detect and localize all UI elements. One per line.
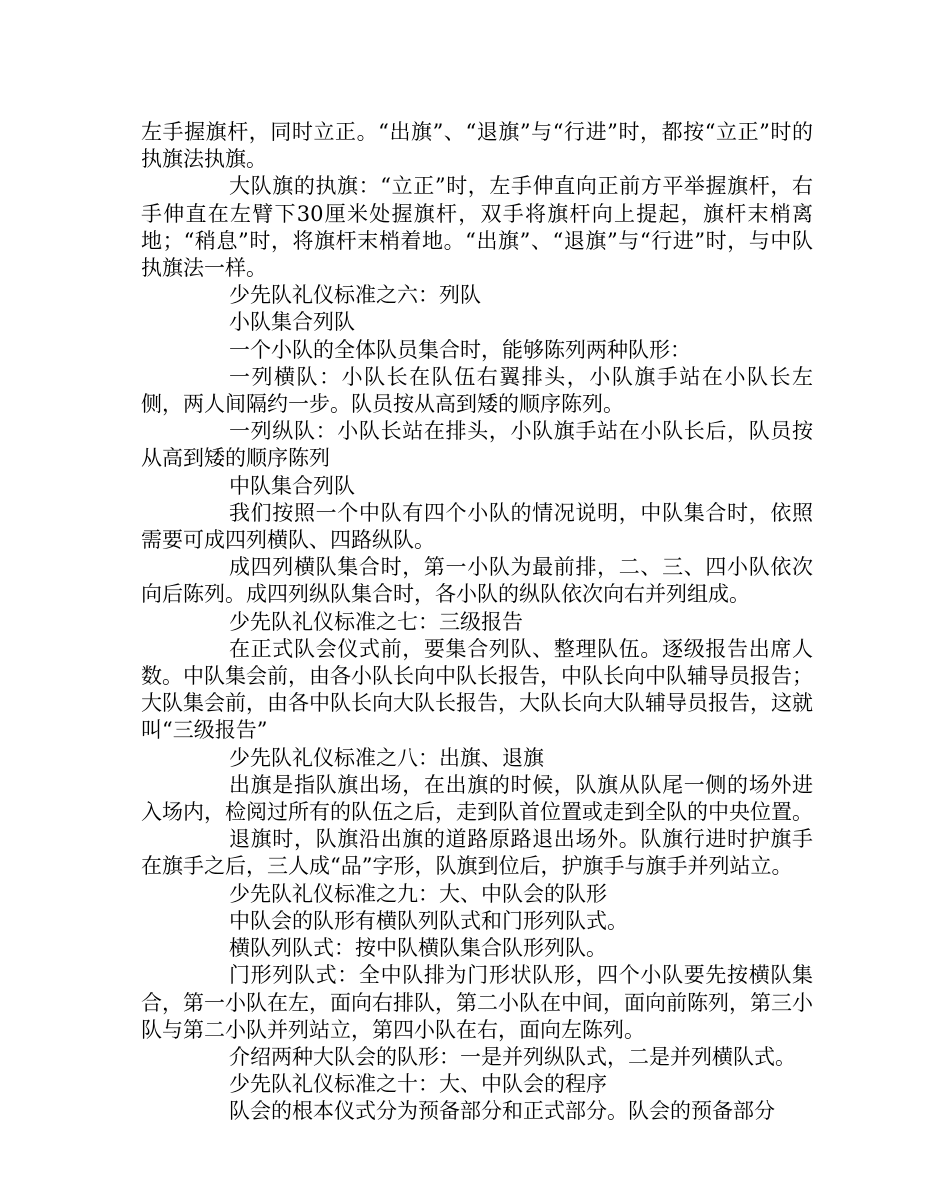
section-heading: 少先队礼仪标准之十：大、中队会的程序: [229, 1072, 607, 1097]
paragraph: 中队会的队形有横队列队式和门形列队式。: [229, 908, 628, 933]
document-body: [141, 119, 813, 1126]
subsection-heading: 中队集合列队: [229, 473, 355, 498]
section-heading: 少先队礼仪标准之九：大、中队会的队形: [229, 881, 607, 906]
section-heading: 少先队礼仪标准之八：出旗、退旗: [229, 745, 544, 770]
paragraph: 出旗是指队旗出场，在出旗的时候，队旗从队尾一侧的场外进入场内，检阅过所有的队伍之后，走到队首位置或走到全队的中央位置。: [141, 772, 813, 825]
paragraph: 在正式队会仪式前，要集合列队、整理队伍。逐级报告出席人数。中队集会前，由各小队长向中队长报告，中队长向中队辅导员报告；大队集会前，由各中队长向大队长报告，大队长向大队辅导员报告，这就叫“三级报告”: [141, 636, 813, 743]
paragraph: 一列纵队：小队长站在排头，小队旗手站在小队长后，队员按从高到矮的顺序陈列: [141, 419, 813, 471]
paragraph: 介绍两种大队会的队形：一是并列纵队式，二是并列横队式。: [229, 1044, 796, 1069]
paragraph: 我们按照一个中队有四个小队的情况说明，中队集合时，依照需要可成四列横队、四路纵队。: [141, 500, 813, 553]
section-heading: 少先队礼仪标准之六：列队: [229, 283, 481, 308]
paragraph: 横队列队式：按中队横队集合队形列队。: [229, 936, 607, 961]
paragraph: 成四列横队集合时，第一小队为最前排，二、三、四小队依次向后陈列。成四列纵队集合时，各小队的纵队依次向右并列组成。: [141, 555, 813, 607]
paragraph: 队会的根本仪式分为预备部分和正式部分。队会的预备部分: [229, 1099, 775, 1124]
section-heading: 少先队礼仪标准之七：三级报告: [229, 609, 523, 634]
paragraph: 一个小队的全体队员集合时，能够陈列两种队形：: [229, 337, 691, 362]
paragraph: 一列横队：小队长在队伍右翼排头，小队旗手站在小队长左侧，两人间隔约一步。队员按从高到矮的顺序陈列。: [141, 364, 813, 417]
paragraph: 退旗时，队旗沿出旗的道路原路退出场外。队旗行进时护旗手在旗手之后，三人成“品”字形，队旗到位后，护旗手与旗手并列站立。: [141, 827, 813, 879]
paragraph: 左手握旗杆，同时立正。“出旗”、“退旗”与“行进”时，都按“立正”时的执旗法执旗。: [141, 120, 813, 172]
subsection-heading: 小队集合列队: [229, 310, 355, 335]
paragraph: 大队旗的执旗：“立正”时，左手伸直向正前方平举握旗杆，右手伸直在左臂下30厘米处握旗杆，双手将旗杆向上提起，旗杆末梢离地；“稍息”时，将旗杆末梢着地。“出旗”、“退旗”与“行进”时，与中队执旗法一样。: [141, 174, 813, 281]
paragraph: 门形列队式：全中队排为门形状队形，四个小队要先按横队集合，第一小队在左，面向右排队，第二小队在中间，面向前陈列，第三小队与第二小队并列站立，第四小队在右，面向左陈列。: [141, 963, 813, 1042]
